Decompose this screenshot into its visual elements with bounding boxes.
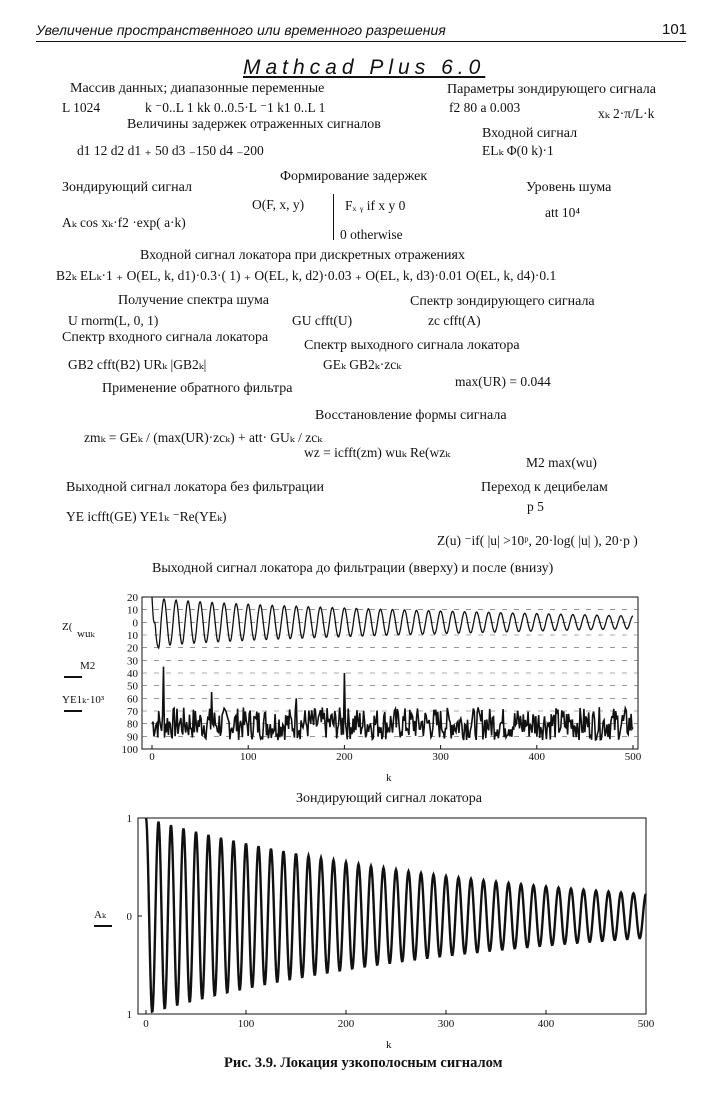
label-output-spectrum: Спектр выходного сигнала локатора	[304, 338, 520, 353]
chart-top-series-noise	[152, 667, 633, 740]
chart-top-x-tick-label: 100	[239, 751, 257, 763]
formula-ranges: k ⁻0..L 1 kk 0..0.5·L ⁻1 k1 0..L 1	[145, 100, 326, 115]
chart-bottom-y-tick-label: 1	[126, 1009, 132, 1021]
chart-bottom-xlabel: k	[386, 1039, 392, 1051]
label-probe-params: Параметры зондирующего сигнала	[447, 82, 657, 97]
chart-top-y-tick-label: 20	[127, 642, 138, 655]
chart-top	[0, 585, 725, 785]
chart-bottom-y-tick-label: 0	[126, 911, 132, 923]
chart-top-y-tick-label: 20	[127, 592, 138, 604]
formula-O-if: Fₓ ᵧ if x y 0	[345, 198, 406, 213]
chart-top-y-tick-label: 100	[121, 744, 138, 756]
formula-EL: ELₖ Φ(0 k)·1	[482, 143, 554, 158]
chart-top-y-tick-label: 30	[127, 655, 138, 668]
formula-f2-a: f2 80 a 0.003	[449, 100, 521, 115]
formula-x: xₖ 2·π/L·k	[598, 106, 655, 121]
chart-top-y-tick-label: 10	[127, 604, 138, 617]
formula-att: att 10⁴	[545, 205, 581, 220]
formula-Z: Z(u) ⁻if( |u| >10ᵖ, 20·log( |u| ), 20·p )	[437, 533, 638, 548]
label-input-spectrum: Спектр входного сигнала локатора	[62, 330, 269, 345]
formula-wz: wz = icfft(zm) wuₖ Re(wzₖ	[304, 445, 451, 460]
chart-bottom-series-A	[146, 818, 646, 1012]
formula-delays: d1 12 d2 d1 ₊ 50 d3 ₋150 d4 ₋200	[77, 143, 264, 158]
chart-top-x-tick-label: 200	[336, 751, 353, 763]
label-locator-input: Входной сигнал локатора при дискретных отражениях	[140, 248, 465, 263]
formula-GB2: GB2 cfft(B2) URₖ |GB2ₖ|	[68, 357, 207, 372]
formula-YE: YE icfft(GE) YE1ₖ ⁻Re(YEₖ)	[66, 509, 227, 524]
formula-O-otherwise: 0 otherwise	[340, 227, 403, 242]
label-restore: Восстановление формы сигнала	[315, 408, 507, 423]
chart-top-x-tick-label: 0	[149, 751, 155, 763]
chart-top-series-oscillation	[152, 597, 633, 648]
chart-top-y-tick-label: 60	[127, 693, 138, 706]
chart-top-title: Выходной сигнал локатора до фильтрации (вверху) и после (внизу)	[152, 561, 554, 576]
label-noise-level: Уровень шума	[526, 180, 612, 195]
page-number: 101	[662, 21, 688, 38]
label-output-nofilter: Выходной сигнал локатора без фильтрации	[66, 480, 324, 495]
label-to-db: Переход к децибелам	[481, 480, 608, 495]
formula-p: p 5	[527, 499, 544, 514]
label-noise-spectrum: Получение спектра шума	[118, 293, 269, 308]
chart-top-x-ticks	[149, 745, 642, 763]
figure-caption: Рис. 3.9. Локация узкополосным сигналом	[224, 1055, 503, 1071]
running-title: Увеличение пространственного или временного разрешения	[36, 22, 446, 38]
chart-bottom-ylabel: Aₖ	[94, 909, 106, 921]
chart-bottom-y-tick-label: 1	[126, 813, 132, 825]
chart-top-y-tick-label: 50	[127, 680, 138, 693]
formula-O-def: O(F, x, y)	[252, 197, 305, 212]
chart-top-ylabel-1: Z(	[62, 621, 73, 633]
chart-bottom-x-tick-label: 400	[537, 1018, 555, 1030]
chart-top-y-tick-label: 80	[127, 718, 138, 731]
chart-top-y-tick-label: 90	[127, 731, 138, 744]
label-inverse-filter: Применение обратного фильтра	[102, 381, 293, 396]
formula-zc: zc cfft(A)	[428, 313, 481, 328]
chart-bottom-x-tick-label: 200	[337, 1018, 355, 1030]
label-delay-forming: Формирование задержек	[280, 169, 428, 184]
chart-top-ylabel-1-den: M2	[80, 660, 96, 672]
chart-bottom-y-ticks	[127, 813, 143, 1021]
chart-top-ylabel-2: YE1ₖ·10³	[62, 694, 105, 706]
chart-bottom-x-tick-label: 0	[143, 1018, 149, 1030]
chart-bottom	[0, 812, 725, 1052]
doc-title: Mathcad Plus 6.0	[243, 56, 486, 79]
chart-top-y-ticks	[122, 592, 139, 756]
label-probe-spectrum: Спектр зондирующего сигнала	[410, 294, 595, 309]
chart-top-xlabel: k	[386, 772, 392, 784]
formula-maxUR: max(UR) = 0.044	[455, 374, 551, 389]
chart-bottom-x-tick-label: 100	[237, 1018, 255, 1030]
chart-top-x-tick-label: 400	[528, 751, 546, 763]
chart-top-y-tick-label: 10	[127, 630, 138, 642]
chart-top-x-tick-label: 500	[624, 751, 642, 763]
chart-top-y-tick-label: 0	[132, 617, 138, 630]
label-probe-signal: Зондирующий сигнал	[62, 180, 192, 195]
label-delays: Величины задержек отраженных сигналов	[127, 117, 381, 132]
formula-M2: M2 max(wu)	[526, 455, 597, 470]
chart-bottom-title: Зондирующий сигнал локатора	[296, 791, 482, 806]
formula-GU: GU cfft(U)	[292, 313, 353, 328]
chart-top-y-tick-label: 40	[127, 668, 138, 680]
chart-bottom-x-tick-label: 500	[637, 1018, 655, 1030]
formula-L: L 1024	[62, 100, 101, 115]
formula-A: Aₖ cos xₖ·f2 ·exp( a·k)	[62, 215, 186, 230]
chart-bottom-x-tick-label: 300	[437, 1018, 455, 1030]
formula-GE: GEₖ GB2ₖ·zcₖ	[323, 357, 402, 372]
chart-top-ylabel-1-num: wuₖ	[77, 628, 95, 640]
label-input-signal: Входной сигнал	[482, 126, 578, 141]
header-rule	[36, 41, 686, 42]
chart-top-x-tick-label: 300	[432, 751, 449, 763]
formula-B2: B2ₖ ELₖ·1 ₊ O(EL, k, d1)·0.3·( 1) ₊ O(EL, k, d2)·0.03 ₊ O(EL, k, d3)·0.01 O(EL, k, d4)·0.1	[56, 268, 557, 283]
piecewise-bar	[333, 194, 334, 240]
chart-top-y-tick-label: 70	[127, 706, 138, 718]
label-data-arrays: Массив данных; диапазонные переменные	[70, 81, 325, 96]
chart-bottom-x-ticks	[143, 1010, 655, 1030]
formula-zm: zmₖ = GEₖ / (max(UR)·zcₖ) + att· GUₖ / zcₖ	[84, 430, 323, 445]
formula-U: U rnorm(L, 0, 1)	[68, 313, 159, 328]
